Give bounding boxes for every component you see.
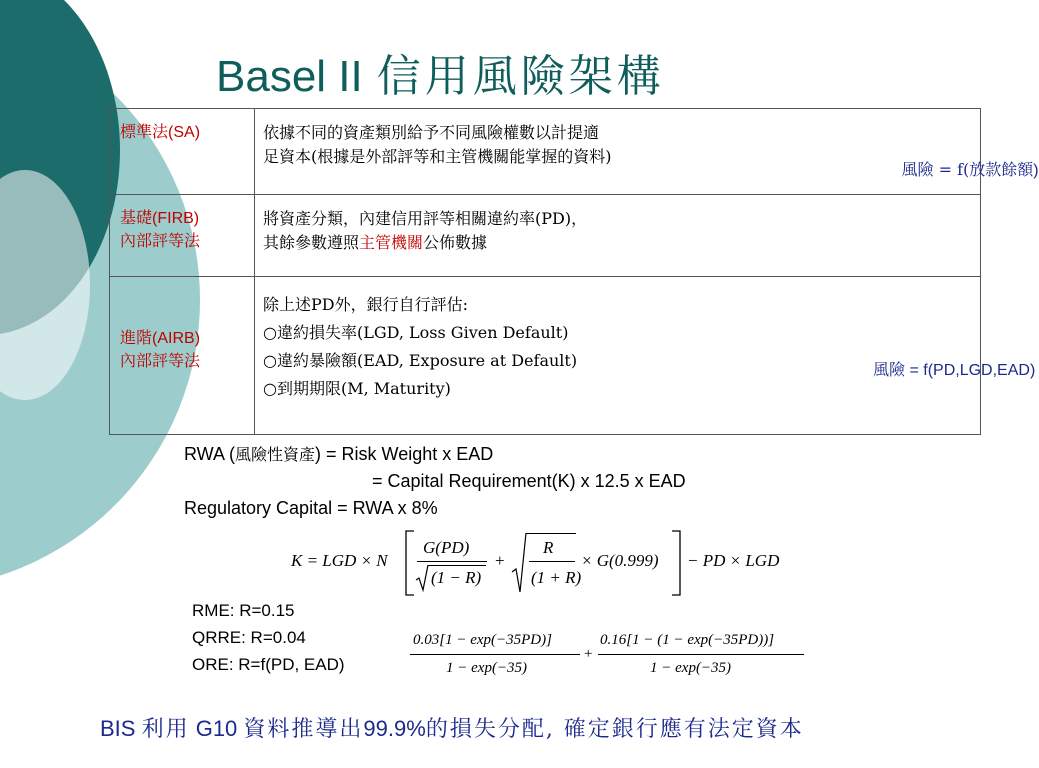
row-firb-desc: 將資產分類，內建信用評等相關違約率(PD)， 其餘參數遵照主管機關公佈數據 <box>263 209 588 252</box>
formula-g-quantile: × G(0.999) <box>581 551 659 570</box>
row-airb-label-cell <box>110 277 255 435</box>
frac1-denominator: (1 − R) <box>431 568 482 587</box>
ore-num2: 0.16[1 − (1 − exp(−35PD))] <box>600 632 775 648</box>
row-airb-label: 進階(AIRB) 內部評等法 <box>120 328 201 370</box>
row-firb-label-cell <box>110 195 255 277</box>
title-english: Basel II <box>216 52 363 101</box>
row-sa-desc-line: 足資本(根據是外部評等和主管機關能掌握的資料) <box>263 147 612 166</box>
ore-den1: 1 − exp(−35) <box>446 660 528 676</box>
regulator-highlight: 主管機關 <box>359 233 424 252</box>
row-sa-label-cell <box>110 109 255 195</box>
frac1-numerator: G(PD) <box>423 538 470 557</box>
rwa-block <box>184 441 686 522</box>
frac2-numerator: R <box>543 538 554 557</box>
row-airb-risk-note: 風險 = f(PD,LGD,EAD) <box>873 360 1036 379</box>
right-bracket-icon <box>669 530 683 596</box>
sqrt1-overbar <box>428 565 486 566</box>
sqrt2-overbar <box>526 533 576 534</box>
ore-num1: 0.03[1 − exp(−35PD)] <box>413 632 552 648</box>
rwa-line-3: Regulatory Capital = RWA x 8% <box>184 498 438 518</box>
r-parameters <box>192 597 345 678</box>
row-sa-risk-note: 風險 = f(放款餘額) <box>901 159 1039 179</box>
row-firb-desc-cell <box>255 195 981 277</box>
row-sa-desc-line: 依據不同的資產類別給予不同風險權數以計提適 <box>263 123 600 142</box>
ore-plus: + <box>584 646 593 662</box>
ore-den2: 1 − exp(−35) <box>650 660 732 676</box>
row-sa-desc <box>255 109 980 169</box>
r-param-qrre: QRRE: R=0.04 <box>192 628 306 647</box>
row-firb <box>110 195 981 277</box>
r-param-ore: ORE: R=f(PD, EAD) <box>192 655 345 674</box>
approach-table <box>109 108 1039 435</box>
row-airb <box>110 277 981 435</box>
row-firb-label: 基礎(FIRB) 內部評等法 <box>120 208 201 250</box>
frac2-bar <box>529 561 575 562</box>
formula-plus: + <box>495 551 505 570</box>
title-chinese: 信用風險架構 <box>376 51 665 102</box>
ore-bar2 <box>598 654 804 655</box>
slide-title <box>216 40 665 104</box>
row-airb-desc: 除上述PD外，銀行自行評估: ○違約損失率(LGD, Loss Given Default) ○違約暴險額(EAD, Exposure at Default) ○到期期限(M, Maturity) <box>263 295 578 398</box>
row-sa-desc-cell <box>255 109 1039 195</box>
row-sa <box>110 109 981 195</box>
sqrt-large-icon <box>511 532 527 594</box>
rwa-line-1: RWA (風險性資產) = Risk Weight x EAD <box>184 444 494 464</box>
ore-bar1 <box>410 654 580 655</box>
frac2-denominator: (1 + R) <box>531 568 582 587</box>
row-airb-desc-cell <box>255 277 1036 435</box>
footer-note: BIS 利用 G10 資料推導出99.9%的損失分配, 確定銀行應有法定資本 <box>100 716 804 742</box>
formula-tail: − PD × LGD <box>687 551 780 570</box>
sqrt-icon <box>415 564 429 592</box>
rwa-line-2: = Capital Requirement(K) x 12.5 x EAD <box>372 471 686 491</box>
capital-k-formula <box>285 528 805 598</box>
frac1-bar <box>417 561 487 562</box>
ore-r-formula <box>410 626 810 686</box>
row-sa-label: 標準法(SA) <box>120 122 201 141</box>
r-param-rme: RME: R=0.15 <box>192 601 295 620</box>
formula-lhs: K = LGD × N <box>291 551 388 570</box>
